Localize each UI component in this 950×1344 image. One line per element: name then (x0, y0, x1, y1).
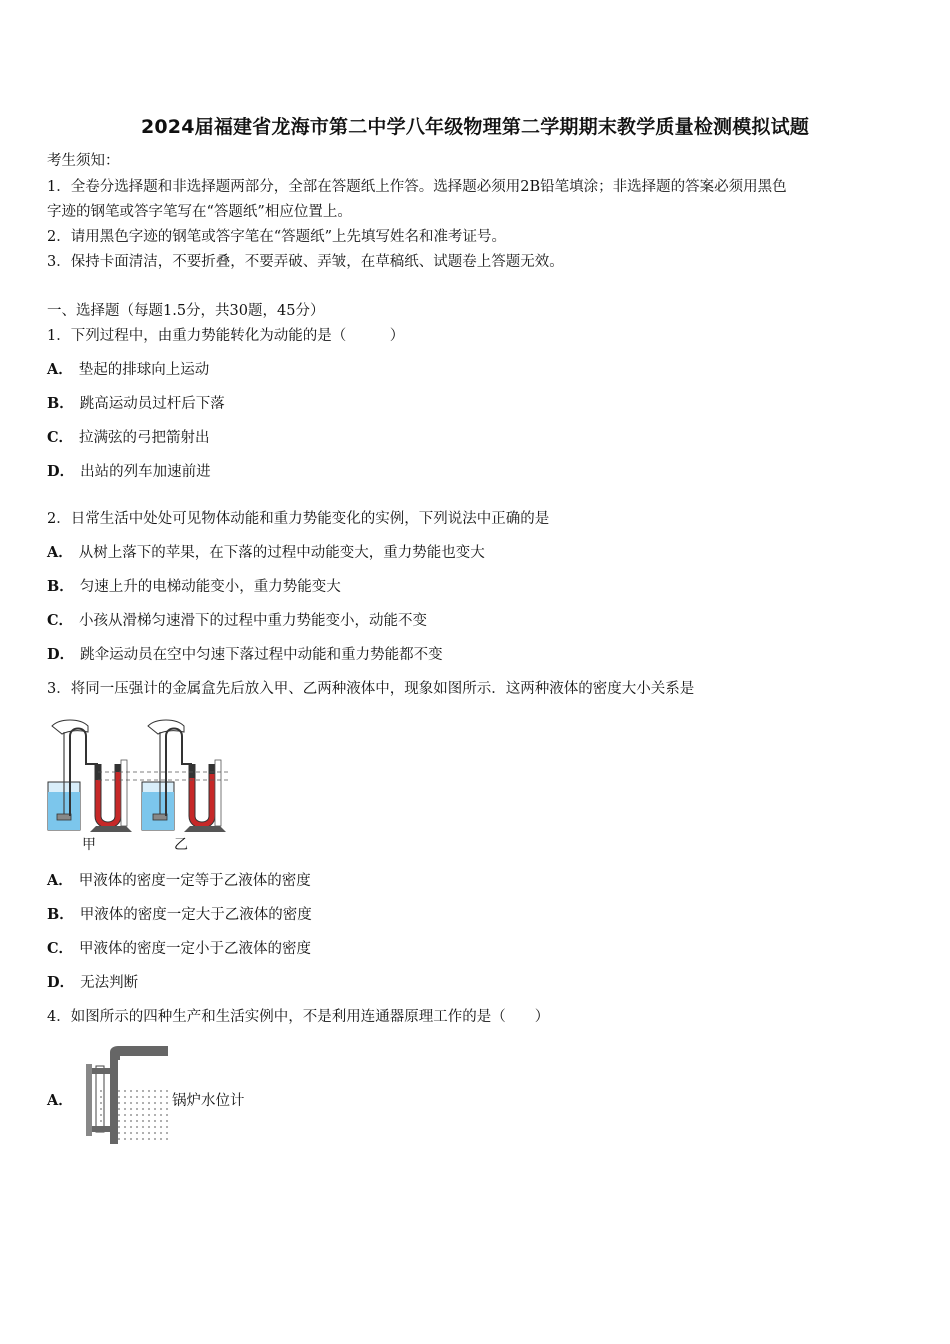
question-2-option-c[interactable]: C． 小孩从滑梯匀速滑下的过程中重力势能变小，动能不变 (47, 612, 428, 629)
question-2-option-b[interactable]: B． 匀速上升的电梯动能变小，重力势能变大 (47, 578, 341, 595)
stand-left (90, 826, 132, 832)
question-2-stem: 2．日常生活中处处可见物体动能和重力势能变化的实例，下列说法中正确的是 (47, 511, 550, 527)
setup-right (142, 720, 226, 832)
notice-item-1-cont: 字迹的钢笔或答字笔写在“答题纸”相应位置上。 (47, 204, 352, 220)
page-title: 2024届福建省龙海市第二中学八年级物理第二学期期末教学质量检测模拟试题 (140, 116, 810, 138)
figure-label-yi: 乙 (174, 837, 188, 853)
notice-item-1: 1．全卷分选择题和非选择题两部分，全部在答题纸上作答。选择题必须用2B铅笔填涂；非选择题的答案必须用黑色 (47, 179, 787, 195)
notice-item-3: 3．保持卡面清洁，不要折叠，不要弄破、弄皱，在草稿纸、试题卷上答题无效。 (47, 254, 564, 270)
question-3-option-c[interactable]: C． 甲液体的密度一定小于乙液体的密度 (47, 940, 312, 957)
question-4-option-a-letter[interactable]: A． (47, 1092, 73, 1109)
question-1-option-c[interactable]: C． 拉满弦的弓把箭射出 (47, 429, 210, 446)
question-3-option-d[interactable]: D． 无法判断 (47, 974, 139, 991)
stand-right (184, 826, 226, 832)
question-4-option-a-text[interactable]: 锅炉水位计 (172, 1093, 245, 1109)
liquid-right (142, 792, 174, 830)
question-3-stem: 3．将同一压强计的金属盒先后放入甲、乙两种液体中，现象如图所示．这两种液体的密度大小关系是 (47, 681, 695, 697)
metal-box-right (153, 814, 167, 820)
question-4-stem: 4．如图所示的四种生产和生活实例中，不是利用连通器原理工作的是（ ） (47, 1009, 550, 1025)
question-1-option-d[interactable]: D． 出站的列车加速前进 (47, 463, 211, 480)
section-heading: 一、选择题（每题1.5分，共30题，45分） (47, 303, 325, 319)
setup-left (48, 720, 132, 832)
boiler-wall (110, 1060, 118, 1144)
metal-box-left (57, 814, 71, 820)
notice-heading: 考生须知： (47, 153, 120, 169)
pressure-gauge-figure (40, 716, 230, 836)
question-3-option-b[interactable]: B． 甲液体的密度一定大于乙液体的密度 (47, 906, 312, 923)
notice-item-2: 2．请用黑色字迹的钢笔或答字笔在“答题纸”上先填写姓名和准考证号。 (47, 229, 507, 245)
question-1-stem: 1．下列过程中，由重力势能转化为动能的是（ ） (47, 328, 405, 344)
question-1-option-b[interactable]: B． 跳高运动员过杆后下落 (47, 395, 225, 412)
question-2-option-d[interactable]: D． 跳伞运动员在空中匀速下落过程中动能和重力势能都不变 (47, 646, 443, 663)
figure-label-jia: 甲 (82, 837, 96, 853)
question-1-option-a[interactable]: A． 垫起的排球向上运动 (47, 361, 210, 378)
boiler-gauge-figure (80, 1040, 175, 1145)
question-3-option-a[interactable]: A． 甲液体的密度一定等于乙液体的密度 (47, 872, 311, 889)
question-2-option-a[interactable]: A． 从树上落下的苹果，在下落的过程中动能变大，重力势能也变大 (47, 544, 485, 561)
boiler-water (118, 1088, 172, 1142)
